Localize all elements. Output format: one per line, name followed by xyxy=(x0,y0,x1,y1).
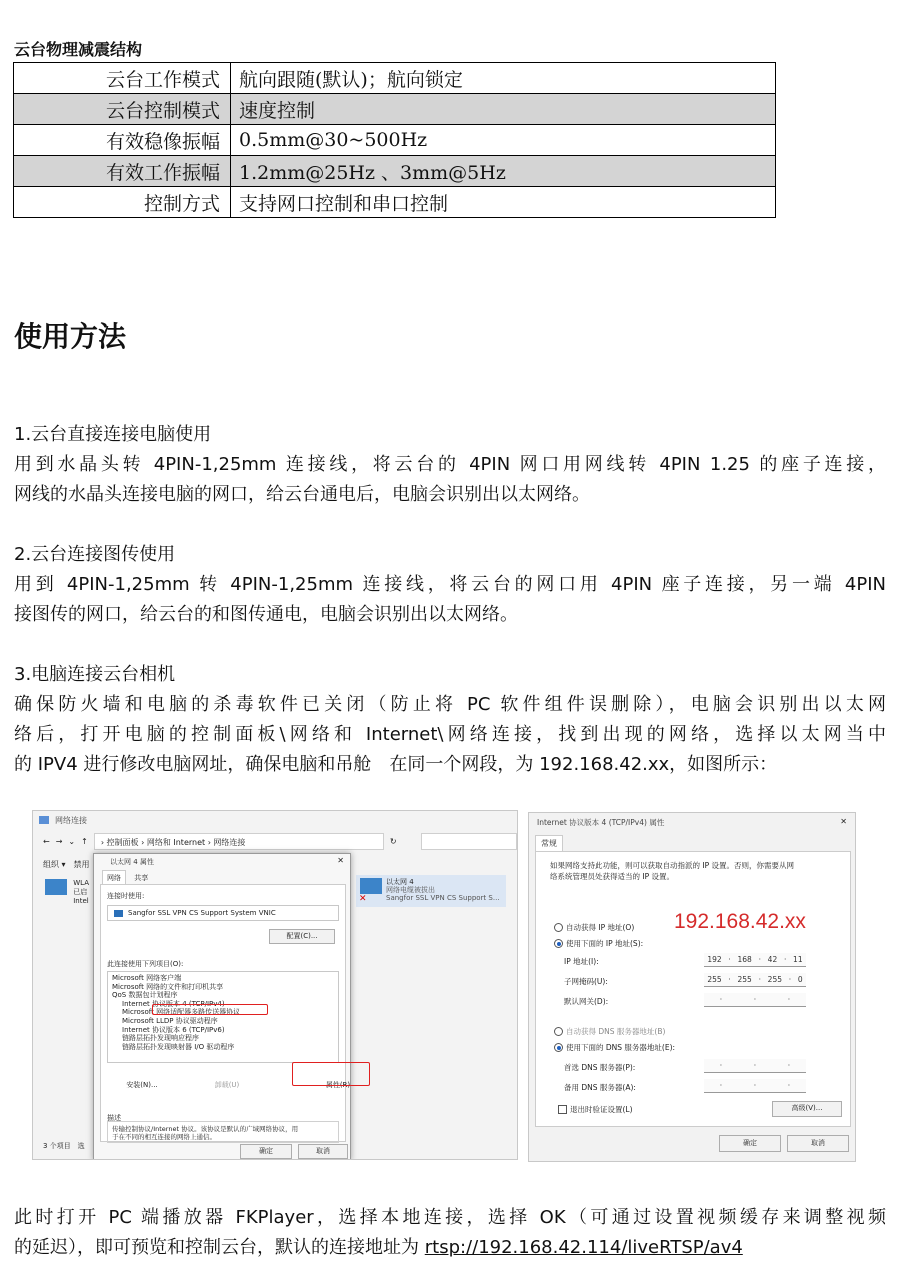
auto-ip-radio[interactable]: 自动获得 IP 地址(O) xyxy=(554,922,634,933)
wlan-status: 已启 xyxy=(73,888,88,896)
validate-checkbox[interactable]: 退出时验证设置(L) xyxy=(558,1104,633,1115)
dialog-tabs xyxy=(94,870,350,884)
spec-table xyxy=(13,62,776,218)
cancel-button[interactable]: 取消 xyxy=(787,1135,849,1152)
uninstall-button[interactable]: 卸载(U) xyxy=(214,1081,240,1089)
ip-address-label: IP 地址(I): xyxy=(564,957,599,966)
toolbar[interactable]: 组织 ▾ 禁用 xyxy=(43,860,90,869)
ethernet4-status: 网络电缆被拔出 xyxy=(386,886,435,894)
final-line xyxy=(14,1233,886,1262)
ok-button[interactable]: 确定 xyxy=(719,1135,781,1152)
description-line: 于在不同的相互连接的网络上通信。 xyxy=(112,1133,216,1141)
spec-value: 1.2mm@25Hz 、3mm@5Hz xyxy=(231,156,776,187)
step1-line: 用到水晶头转 4PIN-1,25mm 连接线，将云台的 4PIN 网口用网线转 4PIN 1.25 的座子连接， xyxy=(14,454,886,475)
window-title: 网络连接 xyxy=(55,816,87,825)
final-line-prefix: 的延迟），即可预览和控制云台，默认的连接地址为 xyxy=(14,1237,425,1258)
tab-general[interactable]: 常规 xyxy=(535,835,563,851)
spec-row xyxy=(14,156,776,187)
manual-ip-radio[interactable]: 使用下面的 IP 地址(S): xyxy=(554,938,643,949)
list-item[interactable]: 链路层拓扑发现映射器 I/O 驱动程序 xyxy=(122,1042,235,1051)
auto-dns-radio[interactable]: 自动获得 DNS 服务器地址(B) xyxy=(554,1026,665,1037)
close-icon[interactable]: ✕ xyxy=(840,817,847,826)
subnet-mask-input[interactable]: 255 · 255 · 255 · 0 xyxy=(704,973,806,987)
ipv4-highlight-box xyxy=(152,1004,268,1015)
intro-line: 如果网络支持此功能，则可以获取自动指派的 IP 设置。否则，你需要从网 xyxy=(550,861,795,870)
spec-row xyxy=(14,125,776,156)
ok-button[interactable]: 确定 xyxy=(240,1144,292,1159)
step3-line: 的 IPV4 进行修改电脑网址，确保电脑和吊舱 在同一个网段，为 192.168.42.xx，如图所示： xyxy=(14,754,778,775)
up-arrow-icon[interactable]: ↑ xyxy=(81,836,88,846)
step3-paragraph xyxy=(14,660,886,780)
tab-network[interactable]: 网络 xyxy=(102,870,126,885)
ethernet4-item[interactable] xyxy=(356,875,506,907)
spec-value: 支持网口控制和串口控制 xyxy=(231,187,776,218)
preferred-dns-input[interactable]: · · · xyxy=(704,1059,806,1073)
wlan-item[interactable] xyxy=(45,879,89,906)
ip-annotation: 192.168.42.xx xyxy=(674,910,806,933)
chevron-down-icon[interactable]: ⌄ xyxy=(68,836,76,846)
intro-text xyxy=(550,860,830,882)
rtsp-url-link[interactable]: rtsp://192.168.42.114/liveRTSP/av4 xyxy=(424,1237,743,1258)
properties-button[interactable]: 属性(R) xyxy=(325,1081,351,1089)
tab-sharing[interactable]: 共享 xyxy=(134,874,149,882)
advanced-button[interactable]: 高级(V)... xyxy=(772,1101,842,1117)
window-icon xyxy=(39,816,49,824)
spec-value: 速度控制 xyxy=(231,94,776,125)
address-bar xyxy=(33,829,517,853)
window-title: Internet 协议版本 4 (TCP/IPv4) 属性 xyxy=(537,818,665,827)
final-line: 此时打开 PC 端播放器 FKPlayer，选择本地连接，选择 OK（可通过设置视频缓存来调整视频 xyxy=(14,1207,886,1228)
step2-line: 接图传的网口，给云台的和图传通电，电脑会识别出以太网络。 xyxy=(14,604,518,625)
mask-octet: 255 xyxy=(767,975,782,984)
spec-key: 云台工作模式 xyxy=(14,63,231,94)
ethernet-adapter-icon xyxy=(360,878,382,894)
back-arrow-icon[interactable]: ← xyxy=(43,836,50,846)
description-label: 描述 xyxy=(107,1114,121,1122)
status-bar: 3 个项目 选 xyxy=(43,1142,85,1150)
subnet-mask-label: 子网掩码(U): xyxy=(564,977,608,986)
gateway-label: 默认网关(D): xyxy=(564,997,609,1006)
spec-value: 航向跟随(默认)；航向锁定 xyxy=(231,63,776,94)
step3-line: 确保防火墙和电脑的杀毒软件已关闭（防止将 PC 软件组件误删除），电脑会识别出以太网 xyxy=(14,694,886,715)
step1-line: 网线的水晶头连接电脑的网口，给云台通电后，电脑会识别出以太网络。 xyxy=(14,484,590,505)
items-label: 此连接使用下列项目(O): xyxy=(107,960,184,968)
step3-heading: 3.电脑连接云台相机 xyxy=(14,664,176,685)
wlan-device: Intel xyxy=(73,897,89,905)
list-item[interactable]: Microsoft 网络的文件和打印机共享 xyxy=(112,982,224,991)
connect-using-label: 连接时使用: xyxy=(107,892,145,900)
ip-octet: 11 xyxy=(793,955,803,964)
manual-dns-radio[interactable]: 使用下面的 DNS 服务器地址(E): xyxy=(554,1042,675,1053)
description-text xyxy=(107,1121,339,1143)
configure-button[interactable]: 配置(C)... xyxy=(269,929,335,944)
spec-section-title: 云台物理减震结构 xyxy=(14,40,143,59)
final-paragraph xyxy=(14,1203,886,1262)
step2-paragraph xyxy=(14,540,886,630)
mask-octet: 0 xyxy=(797,975,803,984)
ethernet4-device: Sangfor SSL VPN CS Support S... xyxy=(386,894,500,902)
ip-octet: 168 xyxy=(737,955,752,964)
adapter-name: Sangfor SSL VPN CS Support System VNIC xyxy=(107,905,339,921)
ethernet4-name: 以太网 4 xyxy=(386,878,414,886)
adapter-properties-dialog xyxy=(93,853,351,1160)
spec-key: 控制方式 xyxy=(14,187,231,218)
ip-address-input[interactable]: 192 · 168 · 42 · 11 xyxy=(704,953,806,967)
ipv4-dialog-body xyxy=(535,851,851,1127)
cancel-button[interactable]: 取消 xyxy=(298,1144,348,1159)
spec-value: 0.5mm@30~500Hz xyxy=(231,125,776,156)
list-item[interactable]: Internet 协议版本 6 (TCP/IPv6) xyxy=(122,1025,225,1034)
address-input[interactable]: › 控制面板 › 网络和 Internet › 网络连接 xyxy=(94,833,384,850)
usage-heading: 使用方法 xyxy=(14,320,127,353)
ip-octet: 42 xyxy=(767,955,778,964)
description-line: 传输控制协议/Internet 协议。该协议是默认的广域网络协议，用 xyxy=(112,1125,299,1133)
list-item[interactable]: Microsoft 网络客户端 xyxy=(112,974,182,982)
close-icon[interactable]: ✕ xyxy=(337,856,344,865)
spec-key: 有效稳像振幅 xyxy=(14,125,231,156)
mask-octet: 255 xyxy=(707,975,722,984)
alternate-dns-label: 备用 DNS 服务器(A): xyxy=(564,1083,636,1092)
install-button[interactable]: 安装(N)... xyxy=(126,1081,158,1089)
list-item[interactable]: QoS 数据包计划程序 xyxy=(112,991,178,1000)
refresh-icon[interactable]: ↻ xyxy=(389,836,397,846)
spec-row xyxy=(14,94,776,125)
spec-key: 有效工作振幅 xyxy=(14,156,231,187)
step3-line: 络后，打开电脑的控制面板\网络和 Internet\网络连接，找到出现的网络，选择以太网当中 xyxy=(14,724,886,745)
properties-highlight-box xyxy=(292,1062,370,1086)
list-item[interactable]: Microsoft 网络适配器多路传送器协议 xyxy=(122,1008,241,1017)
spec-key: 云台控制模式 xyxy=(14,94,231,125)
list-item[interactable]: Internet 协议版本 4 (TCP/IPv4) xyxy=(122,999,225,1008)
list-item[interactable]: Microsoft LLDP 协议驱动程序 xyxy=(122,1016,218,1025)
protocol-list[interactable] xyxy=(107,971,339,1063)
spec-row xyxy=(14,187,776,218)
wifi-adapter-icon xyxy=(45,879,67,895)
step2-heading: 2.云台连接图传使用 xyxy=(14,544,176,565)
wlan-name: WLA xyxy=(73,879,90,887)
alternate-dns-input[interactable]: · · · xyxy=(704,1079,806,1093)
network-connections-screenshot xyxy=(32,810,518,1160)
gateway-input[interactable]: · · · xyxy=(704,993,806,1007)
step1-heading: 1.云台直接连接电脑使用 xyxy=(14,424,212,445)
step1-paragraph xyxy=(14,420,886,510)
ipv4-properties-screenshot xyxy=(528,812,856,1162)
mask-octet: 255 xyxy=(737,975,752,984)
intro-line: 络系统管理员处获得适当的 IP 设置。 xyxy=(550,872,675,881)
preferred-dns-label: 首选 DNS 服务器(P): xyxy=(564,1063,636,1072)
forward-arrow-icon[interactable]: → xyxy=(55,836,63,846)
dialog-title: 以太网 4 属性 xyxy=(110,858,154,866)
search-input[interactable] xyxy=(421,833,517,850)
spec-row xyxy=(14,63,776,94)
step2-line: 用到 4PIN-1,25mm 转 4PIN-1,25mm 连接线，将云台的网口用 4PIN 座子连接，另一端 4PIN xyxy=(14,574,886,595)
ip-octet: 192 xyxy=(707,955,722,964)
list-item[interactable]: 链路层拓扑发现响应程序 xyxy=(122,1034,199,1043)
disconnected-icon: ✕ xyxy=(359,894,367,904)
